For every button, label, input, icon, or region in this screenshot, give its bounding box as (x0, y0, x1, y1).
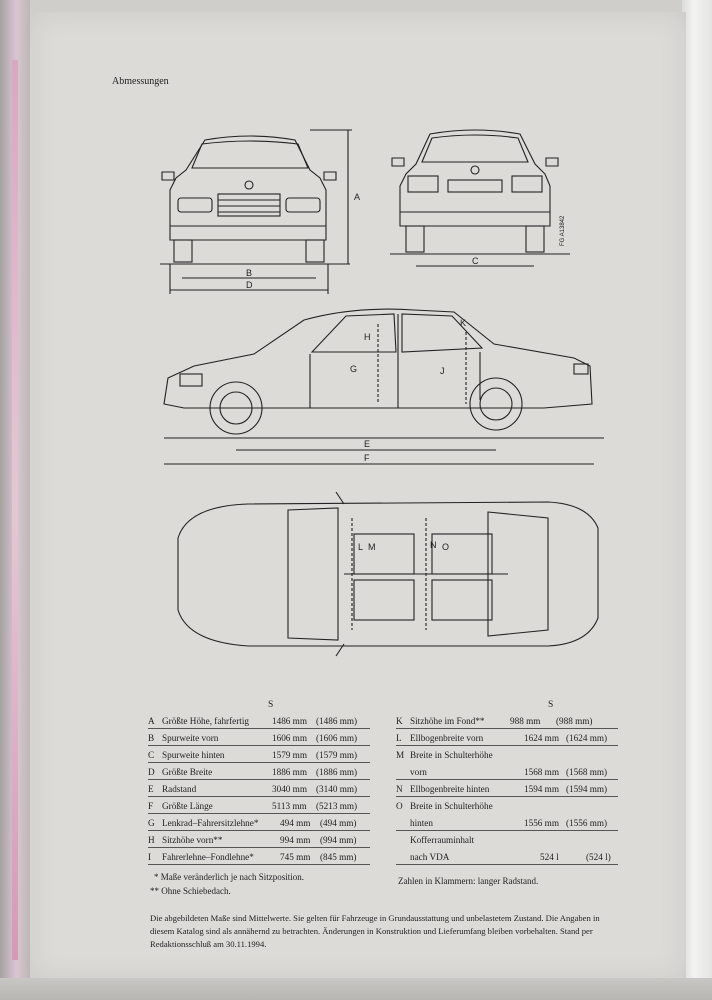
dim-label-b: B (246, 268, 253, 278)
top-view (178, 492, 598, 656)
table-row: D Größte Breite 1886 mm (1886 mm) (148, 765, 370, 780)
dim-label-k: K (460, 318, 467, 328)
rear-view (390, 130, 570, 266)
spine-edge (12, 60, 18, 960)
table-row: nach VDA 524 l (524 l) (396, 850, 618, 865)
table-row: M Breite in Schulterhöhe (396, 750, 493, 760)
page-edge (682, 0, 712, 1000)
disclaimer-paragraph: Die abgebildeten Maße sind Mittelwerte. Sie gelten für Fahrzeuge in Grundausstattung und unbelastetem Zustand. Die Angaben in diesem Katalog sind als annähernd zu betrachten. Änderungen in Konstruktion und Lieferumfang bleiben vorbehalten. Stand per Redaktionsschluß am 30.11.1994. (150, 913, 600, 949)
vehicle-dimension-drawing (150, 120, 610, 680)
table-row: K Sitzhöhe im Fond** 988 mm (988 mm) (396, 714, 618, 729)
dim-label-o: O (442, 542, 450, 552)
table-row: hinten 1556 mm (1556 mm) (396, 816, 618, 831)
dim-label-g: G (350, 364, 358, 374)
table-row: G Lenkrad–Fahrersitzlehne* 494 mm (494 mm) (148, 816, 370, 831)
front-view (160, 130, 360, 294)
table-row: C Spurweite hinten 1579 mm (1579 mm) (148, 748, 370, 763)
dim-label-n: N (430, 540, 437, 550)
footnote-seat-position: * Maße veränderlich je nach Sitzposition. (154, 872, 304, 882)
drawing-code: FG A13842 (560, 215, 566, 246)
dim-label-c: C (472, 256, 479, 266)
dim-label-l: L (358, 542, 364, 552)
table-row: E Radstand 3040 mm (3140 mm) (148, 782, 370, 797)
dim-label-h: H (364, 332, 371, 342)
dim-label-e: E (364, 439, 371, 449)
model-header-right: S (548, 700, 554, 710)
table-row: H Sitzhöhe vorn** 994 mm (994 mm) (148, 833, 370, 848)
dim-label-m: M (368, 542, 376, 552)
table-row: I Fahrerlehne–Fondlehne* 745 mm (845 mm) (148, 850, 370, 865)
dim-label-f: F (364, 453, 370, 463)
dim-label-a: A (354, 192, 361, 202)
table-row: Kofferrauminhalt (410, 835, 475, 845)
footnote-sunroof: ** Ohne Schiebedach. (150, 886, 231, 896)
footnote-long-wheelbase: Zahlen in Klammern: langer Radstand. (398, 876, 539, 886)
model-header-left: S (268, 700, 274, 710)
section-title: Abmessungen (112, 76, 169, 87)
book-spine (0, 0, 30, 1000)
table-row: A Größte Höhe, fahrfertig 1486 mm (1486 mm) (148, 714, 370, 729)
bottom-shadow (0, 978, 712, 1000)
table-row: O Breite in Schulterhöhe (396, 801, 493, 811)
table-row: B Spurweite vorn 1606 mm (1606 mm) (148, 731, 370, 746)
table-row: L Ellbogenbreite vorn 1624 mm (1624 mm) (396, 731, 618, 746)
dim-label-d: D (246, 280, 253, 290)
table-row: F Größte Länge 5113 mm (5213 mm) (148, 799, 370, 814)
side-view (164, 309, 604, 464)
dim-label-j: J (440, 366, 445, 376)
table-row: N Ellbogenbreite hinten 1594 mm (1594 mm) (396, 782, 618, 797)
table-row: vorn 1568 mm (1568 mm) (396, 765, 618, 780)
